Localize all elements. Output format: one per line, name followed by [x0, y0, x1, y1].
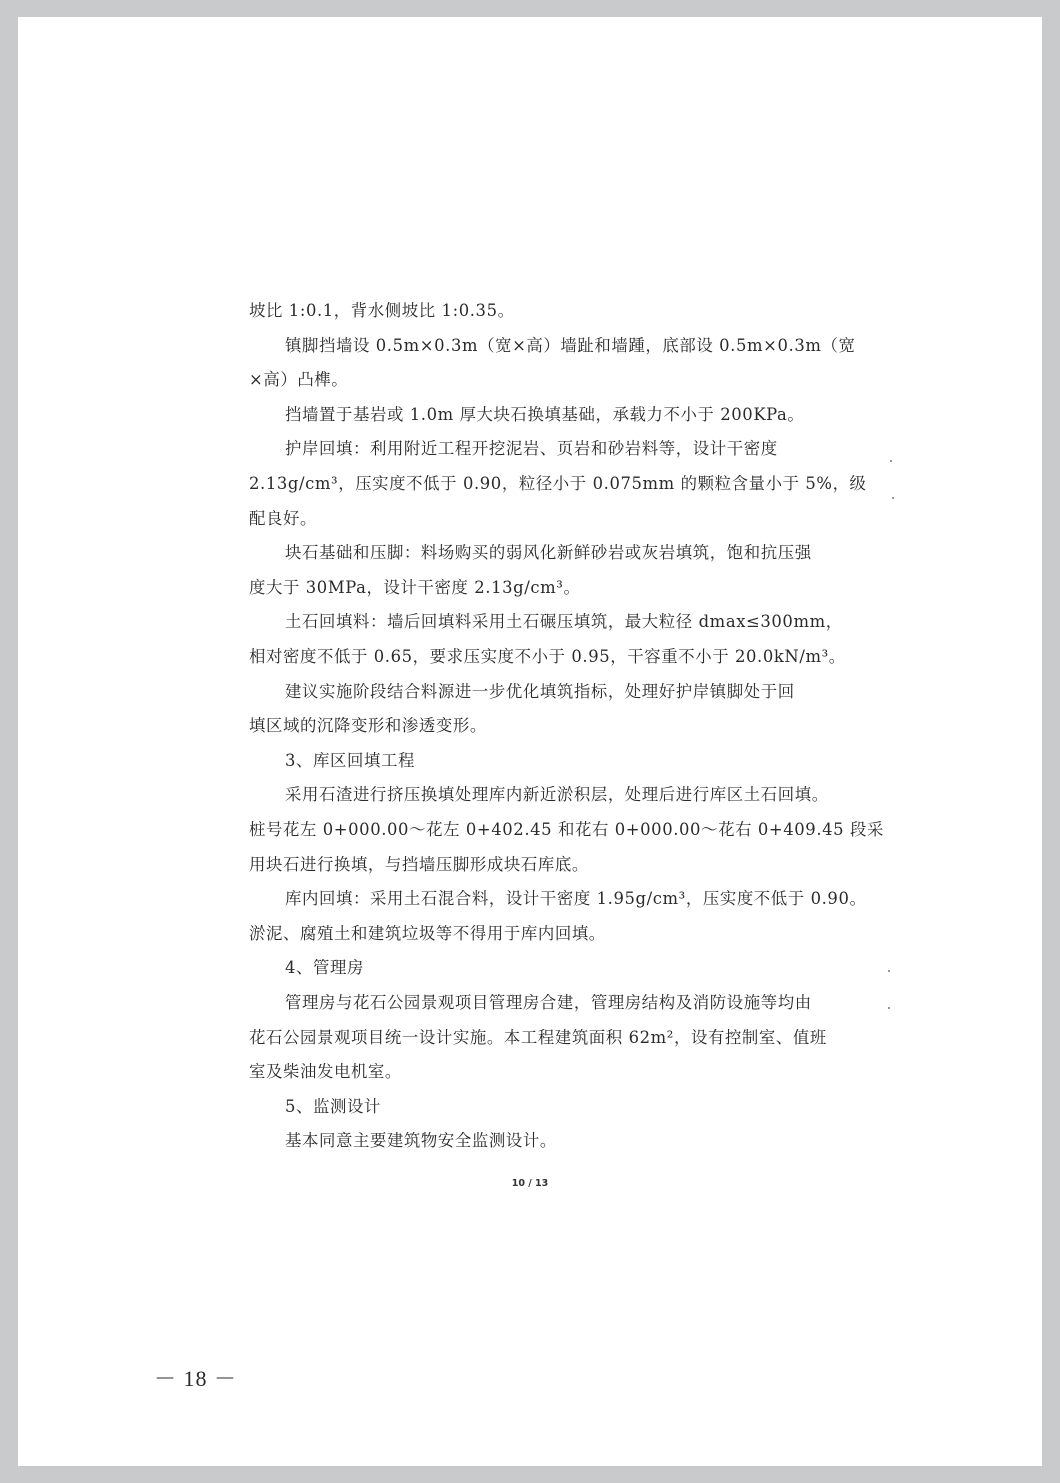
text-line: 用块石进行换填，与挡墙压脚形成块石库底。: [249, 854, 589, 874]
text-line: 库内回填：采用土石混合料，设计干密度 1.95g/cm³，压实度不低于 0.90。: [285, 889, 867, 909]
text-line: 镇脚挡墙设 0.5m×0.3m（宽×高）墙趾和墙踵，底部设 0.5m×0.3m（宽: [285, 335, 856, 355]
document-page: [18, 17, 1042, 1466]
text-line: 2.13g/cm³，压实度不低于 0.90，粒径小于 0.075mm 的颗粒含量小于 5%，级: [249, 474, 867, 493]
text-line: 建议实施阶段结合料源进一步优化填筑指标，处理好护岸镇脚处于回: [285, 681, 795, 701]
page-number: － 18 －: [154, 1366, 238, 1391]
scan-speck: [892, 497, 894, 499]
text-line: 填区域的沉降变形和渗透变形。: [249, 716, 487, 736]
text-line: 坡比 1:0.1，背水侧坡比 1:0.35。: [249, 301, 515, 320]
text-line: ×高）凸榫。: [249, 370, 349, 390]
text-line: 淤泥、腐殖土和建筑垃圾等不得用于库内回填。: [249, 923, 606, 943]
text-line: 配良好。: [249, 508, 317, 528]
pdf-page-marker: 10 / 13: [511, 1178, 549, 1189]
text-line: 室及柴油发电机室。: [249, 1062, 402, 1082]
scan-speck: [888, 970, 890, 972]
section-heading: 3、库区回填工程: [285, 750, 415, 770]
text-line: 相对密度不低于 0.65，要求压实度不小于 0.95，干容重不小于 20.0kN/m³。: [249, 647, 846, 666]
text-line: 采用石渣进行挤压换填处理库内新近淤积层，处理后进行库区土石回填。: [285, 785, 829, 805]
scan-speck: [888, 1007, 890, 1009]
text-line: 护岸回填：利用附近工程开挖泥岩、页岩和砂岩料等，设计干密度: [285, 439, 778, 459]
text-line: 块石基础和压脚：料场购买的弱风化新鲜砂岩或灰岩填筑，饱和抗压强: [285, 543, 812, 563]
text-line: 挡墙置于基岩或 1.0m 厚大块石换填基础，承载力不小于 200KPa。: [285, 404, 805, 424]
text-line: 基本同意主要建筑物安全监测设计。: [285, 1131, 557, 1151]
scan-speck: [890, 460, 892, 462]
text-line: 管理房与花石公园景观项目管理房合建，管理房结构及消防设施等均由: [285, 993, 812, 1012]
text-line: 土石回填料：墙后回填料采用土石碾压填筑，最大粒径 dmax≤300mm，: [285, 612, 843, 632]
section-heading: 5、监测设计: [285, 1096, 381, 1116]
text-line: 花石公园景观项目统一设计实施。本工程建筑面积 62m²，设有控制室、值班: [249, 1027, 827, 1047]
text-line: 桩号花左 0+000.00～花左 0+402.45 和花右 0+000.00～花右 0+409.45 段采: [249, 820, 884, 839]
section-heading: 4、管理房: [285, 958, 364, 978]
text-line: 度大于 30MPa，设计干密度 2.13g/cm³。: [249, 577, 581, 597]
